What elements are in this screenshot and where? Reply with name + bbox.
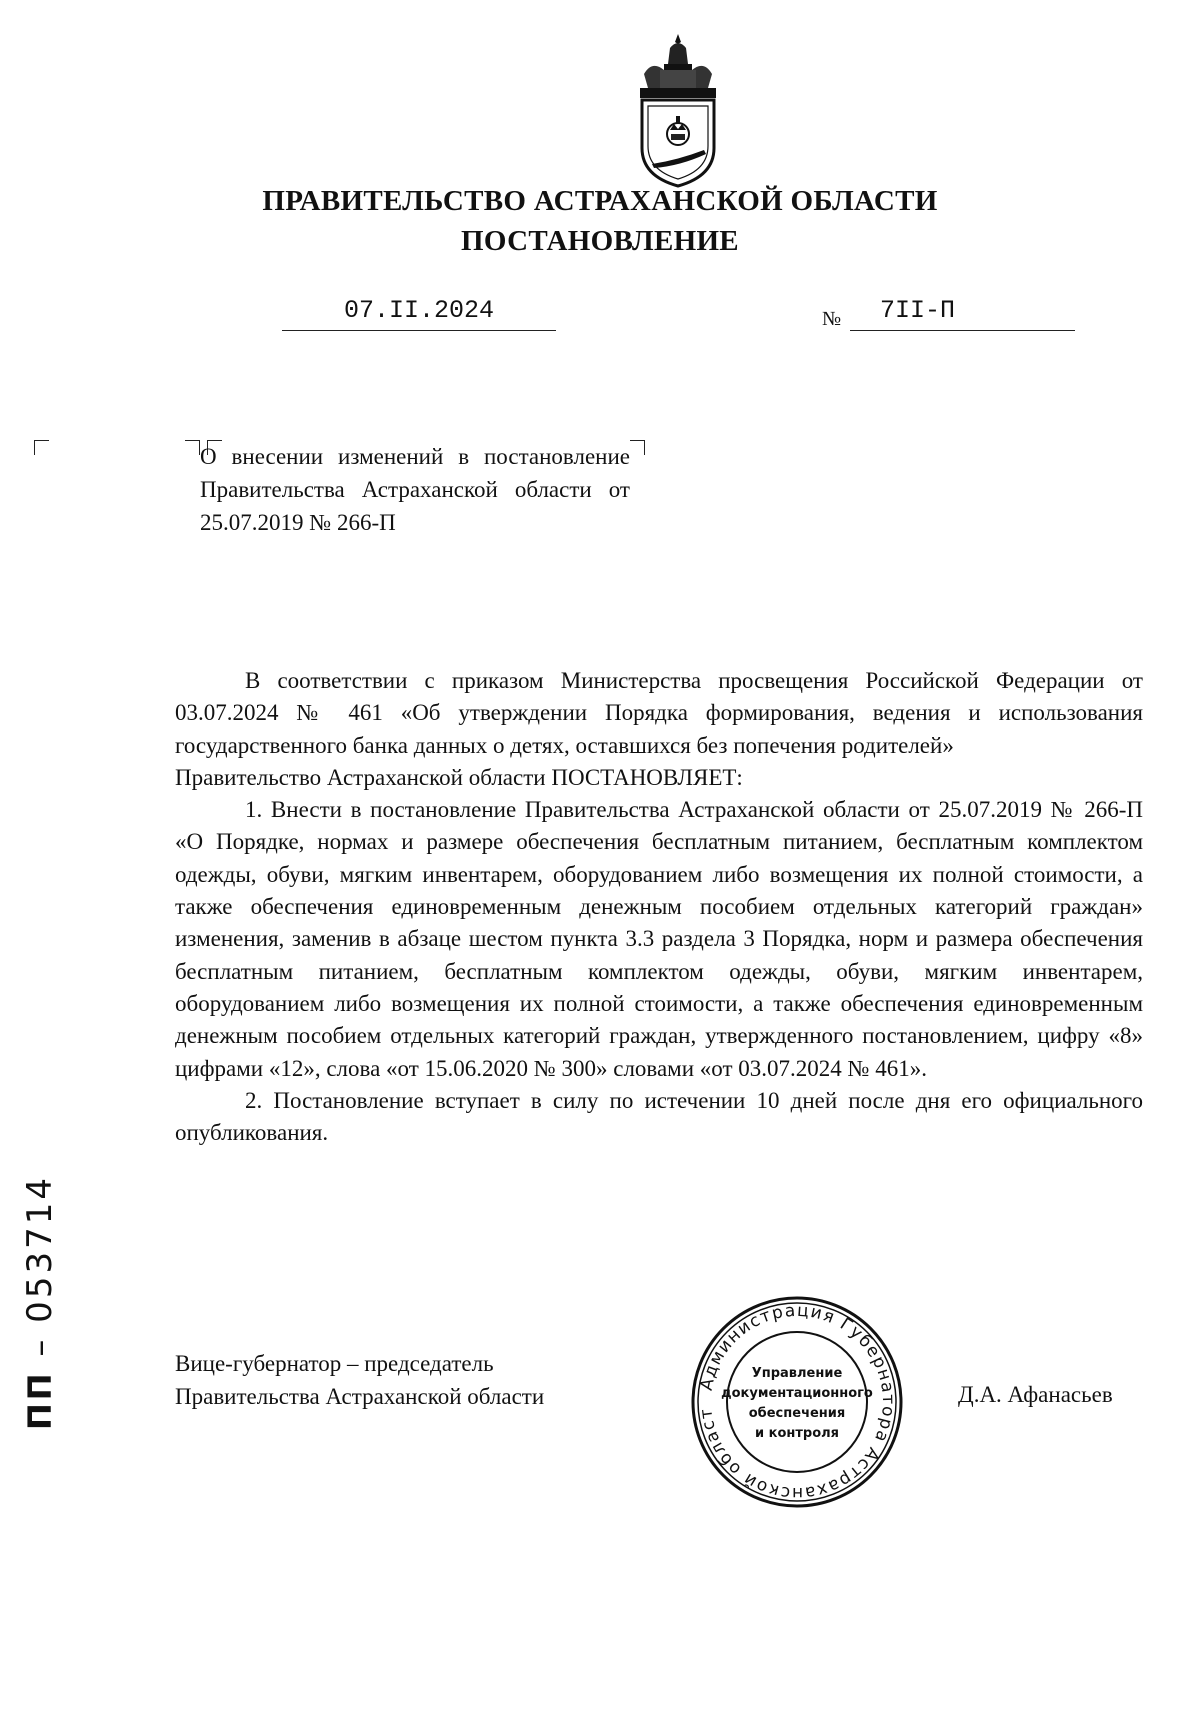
stamp-line-2: документационного: [721, 1386, 873, 1401]
number-field: [850, 296, 1075, 331]
stamp-ring-text: Администрация Губернатора Астраханской област: [696, 1300, 899, 1504]
document-type-title: ПОСТАНОВЛЕНИЕ: [461, 225, 739, 257]
document-number: 7II-П: [880, 296, 956, 325]
stamp-line-4: и контроля: [754, 1426, 840, 1441]
form-number: – 053714: [20, 1175, 60, 1357]
signatory-title-line-2: Правительства Астраханской области: [175, 1384, 545, 1409]
official-stamp: [688, 1293, 906, 1511]
item-2-paragraph: 2. Постановление вступает в силу по истечении 10 дней после дня его официального опубликования.: [175, 1087, 1143, 1146]
stamp-line-1: Управление: [751, 1366, 843, 1381]
date-field: [282, 296, 556, 331]
signatory-title: [175, 1347, 544, 1413]
corner-mark-subject-left-a: [185, 440, 200, 455]
signatory-name: Д.А. Афанасьев: [958, 1382, 1113, 1407]
resolves-line: Правительство Астраханской области ПОСТАНОВЛЯЕТ:: [175, 764, 743, 790]
document-date: 07.II.2024: [343, 296, 495, 325]
number-label: №: [822, 308, 842, 330]
signatory-title-line-1: Вице-губернатор – председатель: [175, 1351, 494, 1376]
item-1-paragraph: 1. Внести в постановление Правительства Астраханской области от 25.07.2019 № 266-П «О Порядке, нормах и размере обеспечения бесплатным питанием, бесплатным комплектом одежды, обуви, мягким инвентарем, оборудованием либо возмещения их полной стоимости, а также обеспечения единовременным денежным пособием отдельных категорий граждан» изменения, заменив в абзаце шестом пункта 3.3 раздела 3 Порядка, норм и размера обеспечения бесплатным питанием, бесплатным комплектом одежды, обуви, мягким инвентарем, оборудованием либо возмещения их полной стоимости, а также обеспечения единовременным денежным пособием отдельных категорий граждан, утвержденного постановлением, цифру «8» цифрами «12», слова «от 15.06.2020 № 300» словами «от 03.07.2024 № 461».: [175, 797, 1143, 1081]
organization-title: ПРАВИТЕЛЬСТВО АСТРАХАНСКОЙ ОБЛАСТИ: [262, 185, 938, 217]
document-subject: О внесении изменений в постановление Правительства Астраханской области от 25.07.2019 № 266-П: [200, 444, 630, 535]
corner-mark-left: [34, 440, 49, 455]
stamp-line-3: обеспечения: [748, 1406, 846, 1421]
form-serial-code: [20, 1175, 60, 1430]
corner-mark-subject-right: [630, 440, 645, 455]
document-body: [175, 665, 1143, 1149]
coat-of-arms-emblem: [630, 30, 726, 190]
preamble-paragraph: В соответствии с приказом Министерства просвещения Российской Федерации от 03.07.2024 № 461 «Об утверждении Порядка формирования, ведения и использования государственного банка данных о детях, оставшихся без попечения родителей»: [175, 668, 1143, 758]
form-series: ПП: [21, 1370, 59, 1430]
